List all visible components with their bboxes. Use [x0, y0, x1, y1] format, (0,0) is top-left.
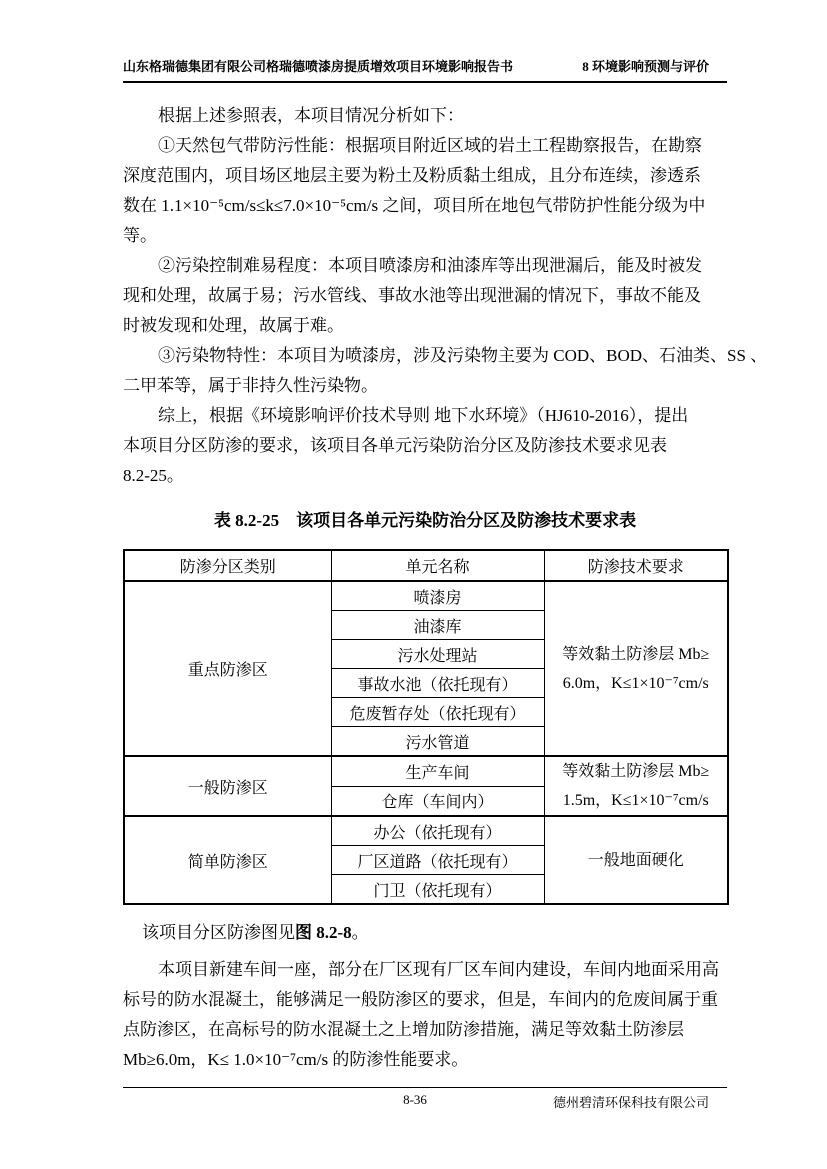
column-header-zone: 防渗分区类别 [124, 550, 331, 581]
text-line: 等。 [123, 226, 157, 245]
figure-reference-number: 图 8.2-8 [295, 923, 352, 942]
text-line: 8.2-25。 [123, 466, 184, 485]
text-line: 现和处理，故属于易；污水管线、事故水池等出现泄漏的情况下，事故不能及 [123, 286, 701, 305]
figure-reference-suffix: 。 [351, 923, 369, 942]
zone-cell: 重点防渗区 [124, 581, 331, 756]
text-line: 标号的防水混凝土，能够满足一般防渗区的要求，但是，车间内的危废间属于重 [123, 990, 718, 1009]
unit-cell: 办公（依托现有） [331, 816, 544, 846]
paragraph [123, 341, 768, 401]
requirement-line: 等效黏土防渗层 Mb≥ [562, 645, 710, 663]
unit-cell: 污水管道 [331, 727, 544, 757]
column-header-unit: 单元名称 [331, 550, 544, 581]
seepage-zone-table [123, 549, 729, 905]
header-chapter-title: 8 环境影响预测与评价 [582, 59, 709, 74]
unit-cell: 仓库（车间内） [331, 786, 544, 816]
requirement-cell [544, 816, 728, 904]
unit-cell: 事故水池（依托现有） [331, 669, 544, 698]
table-row [124, 756, 728, 786]
zone-cell: 简单防渗区 [124, 816, 331, 904]
page-number: 8-36 [403, 1092, 427, 1107]
unit-cell: 生产车间 [331, 756, 544, 786]
text-line: 深度范围内，项目场区地层主要为粉土及粉质黏土组成，且分布连续，渗透系 [123, 166, 701, 185]
table-body [124, 581, 728, 904]
text-line: 本项目分区防渗的要求，该项目各单元污染防治分区及防渗技术要求见表 [123, 436, 667, 455]
text-line: 点防渗区，在高标号的防水混凝土之上增加防渗措施，满足等效黏土防渗层 [123, 1020, 684, 1039]
unit-cell: 污水处理站 [331, 640, 544, 669]
paragraph [123, 401, 727, 491]
text-line: Mb≥6.0m，K≤ 1.0×10⁻⁷cm/s 的防渗性能要求。 [123, 1050, 469, 1069]
unit-cell: 门卫（依托现有） [331, 875, 544, 905]
table-header [124, 550, 728, 581]
unit-cell: 喷漆房 [331, 581, 544, 611]
footer-company-name: 德州碧清环保科技有限公司 [552, 1095, 709, 1110]
requirement-line: 1.5m，K≤1×10⁻⁷cm/s [562, 792, 709, 809]
paragraph [123, 101, 727, 131]
paragraph [123, 955, 727, 1075]
body-paragraphs-bottom [123, 955, 727, 1075]
unit-cell: 油漆库 [331, 611, 544, 640]
text-line: ③污染物特性：本项目为喷漆房，涉及污染物主要为 COD、BOD、石油类、SS 、 [158, 346, 768, 365]
requirement-line: 等效黏土防渗层 Mb≥ [562, 763, 710, 780]
unit-cell: 危废暂存处（依托现有） [331, 698, 544, 727]
text-line: 根据上述参照表，本项目情况分析如下： [158, 106, 464, 125]
text-line: 二甲苯等，属于非持久性污染物。 [123, 376, 378, 395]
text-line: 综上，根据《环境影响评价技术导则 地下水环境》（HJ610-2016），提出 [158, 406, 689, 425]
requirement-line: 6.0m，K≤1×10⁻⁷cm/s [562, 674, 709, 692]
text-line: ②污染控制难易程度：本项目喷漆房和油漆库等出现泄漏后，能及时被发 [158, 256, 702, 275]
table-header-row [124, 550, 728, 581]
zone-cell: 一般防渗区 [124, 756, 331, 816]
table-caption: 表 8.2-25 该项目各单元污染防治分区及防渗技术要求表 [213, 511, 637, 530]
requirement-cell [544, 581, 728, 756]
page-header [123, 56, 727, 83]
text-line: 时被发现和处理，故属于难。 [123, 316, 344, 335]
text-line: 本项目新建车间一座，部分在厂区现有厂区车间内建设，车间内地面采用高 [158, 960, 719, 979]
text-line: 数在 1.1×10⁻⁵cm/s≤k≤7.0×10⁻⁵cm/s 之间，项目所在地包气带防护性能分级为中 [123, 196, 706, 215]
paragraph [123, 251, 727, 341]
header-document-title: 山东格瑞德集团有限公司格瑞德喷漆房提质增效项目环境影响报告书 [123, 59, 514, 74]
requirement-line: 一般地面硬化 [587, 851, 684, 869]
figure-reference-prefix: 该项目分区防渗图见 [142, 923, 295, 942]
paragraph [123, 131, 727, 251]
unit-cell: 厂区道路（依托现有） [331, 846, 544, 875]
text-line: ①天然包气带防污性能：根据项目附近区域的岩土工程勘察报告，在勘察 [158, 136, 702, 155]
figure-reference-line [123, 918, 727, 948]
requirement-cell [544, 756, 728, 816]
table-row [124, 581, 728, 611]
document-body [123, 101, 768, 1075]
table-row [124, 816, 728, 846]
body-paragraphs-top [123, 101, 768, 491]
column-header-requirement: 防渗技术要求 [544, 550, 728, 581]
page-footer [123, 1087, 727, 1114]
